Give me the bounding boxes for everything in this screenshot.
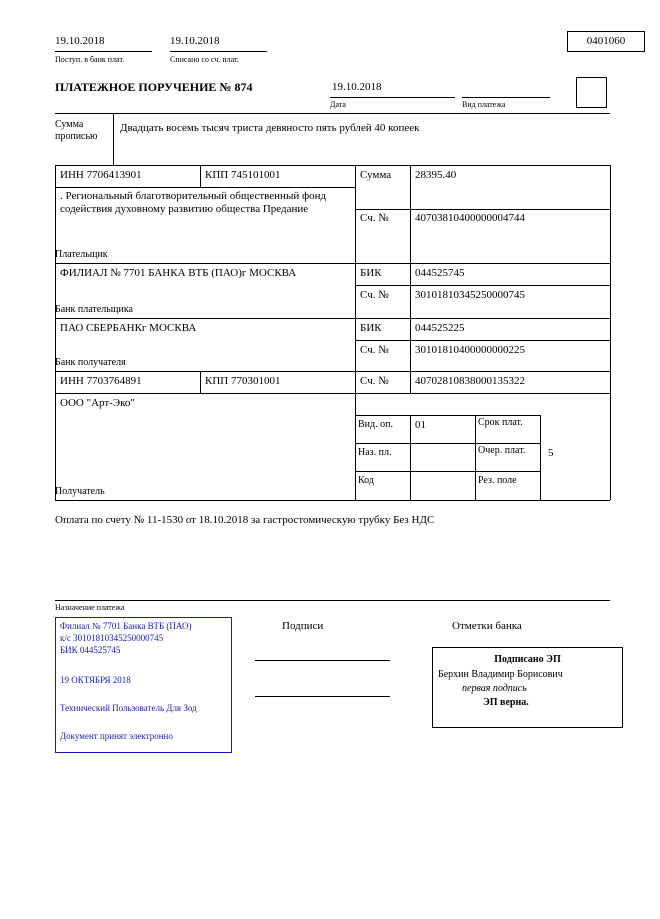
stamp-line-bik: БИК 044525745 <box>60 645 121 655</box>
table-border <box>540 415 541 500</box>
payer-account-label: Сч. № <box>360 212 389 224</box>
signature-line <box>255 696 390 697</box>
payee-bank-bik-label: БИК <box>360 322 382 334</box>
table-border <box>610 165 611 500</box>
table-border <box>355 471 540 472</box>
payer-bank-bik: 044525745 <box>415 267 465 279</box>
payer-bank-bik-label: БИК <box>360 267 382 279</box>
ocher-plat-label: Очер. плат. <box>478 445 526 456</box>
received-in-bank-date: 19.10.2018 <box>55 35 105 47</box>
document-date: 19.10.2018 <box>332 81 382 93</box>
table-border <box>55 500 610 501</box>
payee-name: ООО "Арт-Эко" <box>60 397 135 409</box>
table-border <box>410 415 411 500</box>
kod-label: Код <box>358 475 374 486</box>
table-border <box>200 165 201 187</box>
stamp-line-accepted: Документ принят электронно <box>60 731 173 741</box>
esign-verified: ЭП верна. <box>483 697 529 708</box>
payer-bank-account-label: Сч. № <box>360 289 389 301</box>
table-border <box>355 285 610 286</box>
document-title: ПЛАТЕЖНОЕ ПОРУЧЕНИЕ № 874 <box>55 80 253 94</box>
received-in-bank-label: Поступ. в банк плат. <box>55 55 125 64</box>
bank-marks-label: Отметки банка <box>452 620 522 632</box>
table-border <box>55 318 610 319</box>
table-border <box>55 187 355 188</box>
signature-role: первая подпись <box>462 683 527 694</box>
amount-in-words-value: Двадцать восемь тысяч триста девяносто пять рублей 40 копеек <box>120 122 420 134</box>
debited-date: 19.10.2018 <box>170 35 220 47</box>
table-border <box>55 393 610 394</box>
payer-bank-section-label: Банк плательщика <box>55 304 133 315</box>
payment-type-underline <box>462 97 550 98</box>
date-underline <box>330 97 455 98</box>
signatures-label: Подписи <box>282 620 324 632</box>
purpose-underline <box>55 600 610 601</box>
amount-value: 28395.40 <box>415 169 457 181</box>
stamp-line-branch: Филиал № 7701 Банка ВТБ (ПАО) <box>60 621 192 631</box>
payee-section-label: Получатель <box>55 486 105 497</box>
payee-inn: ИНН 7703764891 <box>60 375 142 387</box>
received-date-underline <box>55 51 152 52</box>
form-code-box: 0401060 <box>567 31 645 52</box>
payer-name: . Региональный благотворительный общественный фонд содействия духовному развитию общества Предание <box>60 190 327 215</box>
table-border <box>55 165 610 166</box>
payment-purpose-label: Назначение платежа <box>55 603 125 612</box>
payer-section-label: Плательщик <box>55 249 108 260</box>
payee-bank-name: ПАО СБЕРБАНКг МОСКВА <box>60 322 197 334</box>
payee-kpp: КПП 770301001 <box>205 375 281 387</box>
date-label: Дата <box>330 100 346 109</box>
naz-pl-label: Наз. пл. <box>358 447 392 458</box>
debited-label: Списано со сч. плат. <box>170 55 239 64</box>
table-border <box>55 165 56 500</box>
rez-pole-label: Рез. поле <box>478 475 517 486</box>
status-checkbox <box>576 77 607 108</box>
payee-bank-section-label: Банк получателя <box>55 357 126 368</box>
payer-kpp: КПП 745101001 <box>205 169 281 181</box>
signer-name: Берхин Владимир Борисович <box>438 669 563 680</box>
amount-words-divider <box>113 113 114 165</box>
amount-label: Сумма <box>360 169 392 181</box>
srok-plat-label: Срок плат. <box>478 417 523 428</box>
table-border <box>355 209 610 210</box>
stamp-line-corr-account: к/с 30101810345250000745 <box>60 633 164 643</box>
vid-op-value: 01 <box>415 419 426 431</box>
table-border <box>355 340 610 341</box>
payer-bank-name: ФИЛИАЛ № 7701 БАНКА ВТБ (ПАО)г МОСКВА <box>60 267 297 279</box>
debited-date-underline <box>170 51 267 52</box>
stamp-line-user: Технический Пользователь Для Зод <box>60 703 197 713</box>
payee-account: 40702810838000135322 <box>415 375 525 387</box>
payer-inn: ИНН 7706413901 <box>60 169 142 181</box>
vid-op-label: Вид. оп. <box>358 419 393 430</box>
amount-words-label-2: прописью <box>55 131 98 142</box>
payment-purpose-text: Оплата по счету № 11-1530 от 18.10.2018 за гастростомическую трубку Без НДС <box>55 514 435 526</box>
payment-type-label: Вид платежа <box>462 100 506 109</box>
amount-words-label-1: Сумма <box>55 119 84 130</box>
table-border <box>55 263 610 264</box>
payee-bank-account-label: Сч. № <box>360 344 389 356</box>
table-border <box>355 415 540 416</box>
table-border <box>410 165 411 393</box>
table-border <box>355 165 356 500</box>
payee-account-label: Сч. № <box>360 375 389 387</box>
ocher-plat-value: 5 <box>548 447 554 459</box>
table-border <box>200 371 201 393</box>
amount-words-top-border <box>55 113 610 114</box>
payer-account: 40703810400000004744 <box>415 212 525 224</box>
table-border <box>55 371 610 372</box>
payee-bank-bik: 044525225 <box>415 322 465 334</box>
table-border <box>475 415 476 500</box>
payee-bank-account: 30101810400000000225 <box>415 344 525 356</box>
payer-bank-account: 30101810345250000745 <box>415 289 525 301</box>
signature-line <box>255 660 390 661</box>
table-border <box>355 443 540 444</box>
stamp-line-date: 19 ОКТЯБРЯ 2018 <box>60 675 131 685</box>
signed-with-esign-title: Подписано ЭП <box>494 654 561 665</box>
